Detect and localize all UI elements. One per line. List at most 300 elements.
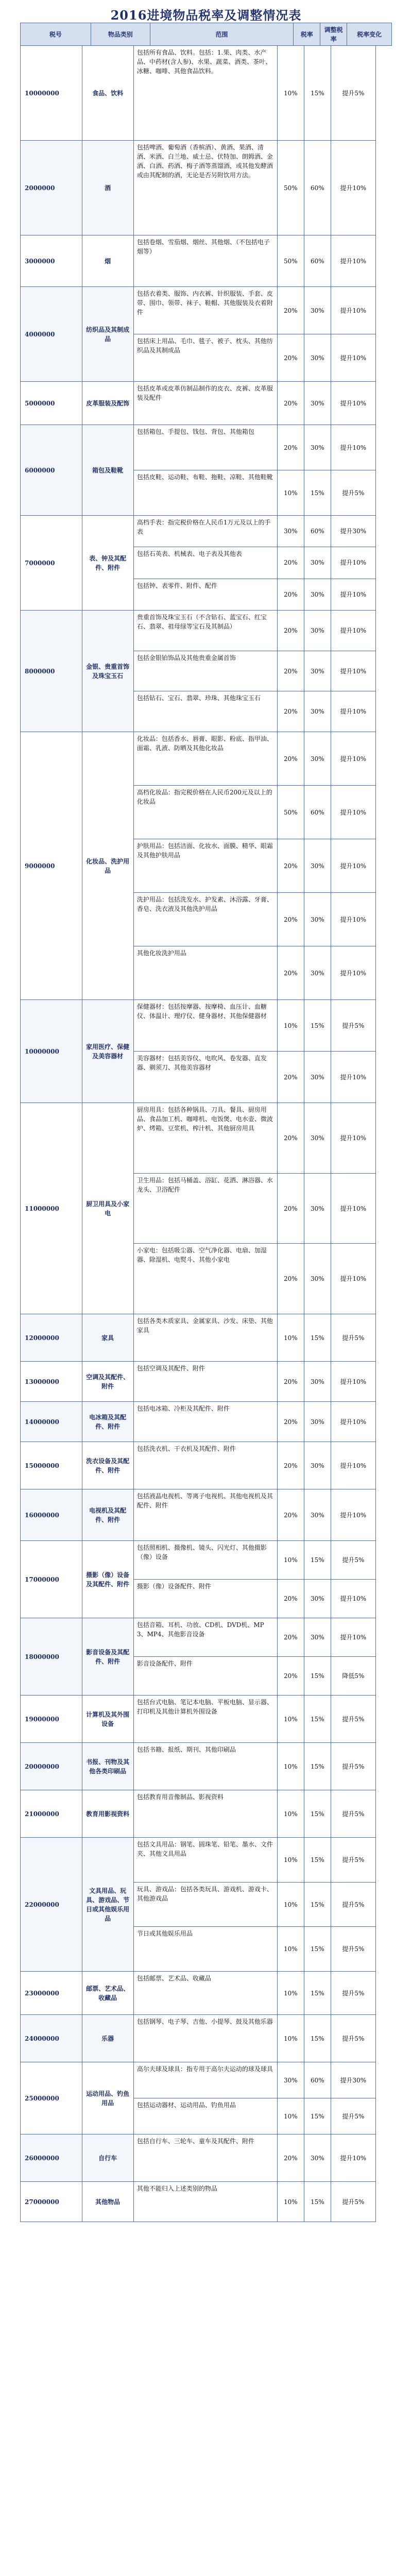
item-rate: 20% — [278, 579, 304, 611]
item-subrow — [134, 1927, 392, 1972]
item-subrow — [134, 1696, 392, 1743]
item-rate: 20% — [278, 1657, 304, 1696]
item-rate: 10% — [278, 1838, 304, 1883]
item-rate: 10% — [278, 1696, 304, 1743]
item-change: 提升10% — [331, 691, 376, 732]
tax-code: 15000000 — [21, 1442, 82, 1489]
item-change: 提升30% — [331, 2062, 376, 2098]
table-row — [21, 1838, 392, 1972]
table-row — [21, 141, 392, 235]
item-rate: 20% — [278, 1052, 304, 1103]
category-name: 酒 — [82, 141, 134, 235]
item-new-rate: 30% — [304, 839, 331, 893]
item-new-rate: 30% — [304, 611, 331, 651]
table-row — [21, 1402, 392, 1442]
item-new-rate: 30% — [304, 651, 331, 692]
table-row — [21, 1442, 392, 1489]
item-new-rate: 30% — [304, 1580, 331, 1618]
item-range: 包括皮革或皮革仿制品制作的皮衣、皮裤、皮革服装及配件 — [134, 382, 278, 425]
item-range: 包括液晶电视机、等离子电视机、其他电视机及其配件、附件 — [134, 1489, 278, 1541]
item-change: 提升10% — [331, 1174, 376, 1244]
table-row — [21, 1362, 392, 1402]
item-subrow — [134, 1541, 392, 1580]
item-subrow — [134, 2015, 392, 2062]
item-range: 卫生用品：包括马桶盖、浴缸、花洒、淋浴器、水龙头、卫浴配件 — [134, 1174, 278, 1244]
tax-code: 18000000 — [21, 1618, 82, 1696]
item-subrow — [134, 1103, 392, 1174]
item-subrow — [134, 1790, 392, 1838]
table-row — [21, 1314, 392, 1362]
item-change: 提升5% — [331, 2015, 376, 2062]
item-change: 提升10% — [331, 425, 376, 470]
item-new-rate: 15% — [304, 2015, 331, 2062]
item-change: 提升10% — [331, 1618, 376, 1657]
item-change: 提升5% — [331, 2182, 376, 2222]
table-row — [21, 425, 392, 516]
item-change: 提升10% — [331, 1052, 376, 1103]
table-row — [21, 2182, 392, 2222]
category-items — [134, 1314, 392, 1362]
item-range: 包括金银铂饰品及其他贵重金属首饰 — [134, 651, 278, 692]
tax-code: 20000000 — [21, 1743, 82, 1790]
item-new-rate: 30% — [304, 1052, 331, 1103]
item-subrow — [134, 425, 392, 470]
item-rate: 10% — [278, 1000, 304, 1052]
item-subrow — [134, 382, 392, 425]
item-range: 包括书籍、报纸、期刊、其他印刷品 — [134, 1743, 278, 1790]
tax-code: 22000000 — [21, 1838, 82, 1972]
table-row — [21, 1541, 392, 1618]
item-range: 包括音箱、耳机、功放、CD机、DVD机、MP3、MP4、其他影音设备 — [134, 1618, 278, 1657]
tax-code: 23000000 — [21, 1972, 82, 2015]
item-new-rate: 15% — [304, 1883, 331, 1927]
item-rate: 20% — [278, 1174, 304, 1244]
item-subrow — [134, 1314, 392, 1362]
item-subrow — [134, 334, 392, 382]
tax-code: 9000000 — [21, 732, 82, 1000]
item-range: 洗护用品：包括洗发水、护发素、沐浴露、牙膏、香皂、洗衣液及其他洗护用品 — [134, 893, 278, 946]
header-change: 税率变化 — [347, 23, 392, 46]
category-items — [134, 1442, 392, 1489]
table-row — [21, 1790, 392, 1838]
item-new-rate: 15% — [304, 1838, 331, 1883]
item-change: 提升10% — [331, 1442, 376, 1489]
category-name: 计算机及其外围设备 — [82, 1696, 134, 1743]
item-subrow — [134, 786, 392, 839]
table-row — [21, 1972, 392, 2015]
table-row — [21, 382, 392, 425]
category-name: 纺织品及其制成品 — [82, 287, 134, 382]
category-name: 家用医疗、保健及美容器材 — [82, 1000, 134, 1103]
item-subrow — [134, 235, 392, 287]
item-change: 提升10% — [331, 946, 376, 1000]
item-new-rate: 30% — [304, 1402, 331, 1442]
item-rate: 20% — [278, 1442, 304, 1489]
item-range: 厨房用具：包括各种锅具、刀具、餐具、厨房用品、食品加工机、咖啡机、电饭煲、电水壶、微波炉、烤箱、豆浆机、榨汁机、其他厨房用具 — [134, 1103, 278, 1174]
item-range: 包括卷烟、雪茄烟、烟丝、其他烟、（不包括电子烟等） — [134, 235, 278, 287]
item-change: 降低5% — [331, 1657, 376, 1696]
table-row — [21, 611, 392, 732]
item-subrow — [134, 1743, 392, 1790]
tax-code: 26000000 — [21, 2134, 82, 2182]
item-change: 提升5% — [331, 2098, 376, 2134]
category-items — [134, 425, 392, 516]
item-range: 包括箱包、手提包、钱包、背包、其他箱包 — [134, 425, 278, 470]
item-change: 提升5% — [331, 1883, 376, 1927]
category-items — [134, 2015, 392, 2062]
table-row — [21, 2134, 392, 2182]
item-new-rate: 60% — [304, 2062, 331, 2098]
item-new-rate: 60% — [304, 141, 331, 235]
table-row — [21, 2062, 392, 2134]
item-rate: 30% — [278, 2062, 304, 2098]
tax-code: 8000000 — [21, 611, 82, 732]
item-change: 提升10% — [331, 611, 376, 651]
category-items — [134, 1743, 392, 1790]
header-code: 税号 — [21, 23, 91, 46]
item-new-rate: 30% — [304, 547, 331, 579]
item-rate: 20% — [278, 691, 304, 732]
category-name: 金银、贵重首饰及珠宝玉石 — [82, 611, 134, 732]
item-rate: 10% — [278, 1541, 304, 1580]
item-range: 高档手表：指完税价格在人民币1万元及以上的手表 — [134, 516, 278, 547]
item-change: 提升5% — [331, 1790, 376, 1838]
table-row — [21, 732, 392, 1000]
item-change: 提升10% — [331, 334, 376, 382]
item-new-rate: 30% — [304, 946, 331, 1000]
item-change: 提升5% — [331, 1541, 376, 1580]
tax-code: 2000000 — [21, 141, 82, 235]
item-range: 包括所有食品、饮料。包括：1.果、肉类、水产品、中药材(含人参)、水果、蔬菜、酒类、茶叶、冰糖、咖啡、其他食品饮料。 — [134, 46, 278, 141]
item-range: 包括台式电脑、笔记本电脑、平板电脑、显示器、打印机及其他计算机外围设备 — [134, 1696, 278, 1743]
item-new-rate: 15% — [304, 1541, 331, 1580]
tax-code: 3000000 — [21, 235, 82, 287]
table-body — [21, 46, 392, 2222]
item-new-rate: 15% — [304, 1000, 331, 1052]
item-range: 包括钻石、宝石、翡翠、珍珠、其他珠宝玉石 — [134, 691, 278, 732]
item-rate: 20% — [278, 382, 304, 425]
item-new-rate: 30% — [304, 334, 331, 382]
item-rate: 20% — [278, 2134, 304, 2182]
item-subrow — [134, 1838, 392, 1883]
item-rate: 20% — [278, 1618, 304, 1657]
item-new-rate: 15% — [304, 1657, 331, 1696]
item-range: 包括文具用品：钢笔、圆珠笔、铅笔、墨水、文件夹、其他文具用品 — [134, 1838, 278, 1883]
item-rate: 20% — [278, 946, 304, 1000]
item-new-rate: 30% — [304, 1489, 331, 1541]
tax-code: 14000000 — [21, 1402, 82, 1442]
item-subrow — [134, 2134, 392, 2182]
category-name: 化妆品、洗护用品 — [82, 732, 134, 1000]
item-range: 包括教育用音像制品、影视资料 — [134, 1790, 278, 1838]
tax-code: 25000000 — [21, 2062, 82, 2134]
tax-code: 12000000 — [21, 1314, 82, 1362]
tax-code: 11000000 — [21, 1103, 82, 1314]
item-change: 提升5% — [331, 470, 376, 516]
category-name: 家具 — [82, 1314, 134, 1362]
item-range: 包括钢琴、电子琴、吉他、小提琴、鼓及其他乐器 — [134, 2015, 278, 2062]
item-subrow — [134, 1489, 392, 1541]
item-range: 包括啤酒、葡萄酒（香槟酒）、黄酒、果酒、清酒、米酒、白兰地、威士忌、伏特加、朗姆酒、金酒、白酒、药酒、梅子酒等蒸馏酒，或其他发酵酒或由其配制的酒，无论是否另附饮用方法。 — [134, 141, 278, 235]
item-change: 提升10% — [331, 1580, 376, 1618]
item-rate: 10% — [278, 1883, 304, 1927]
item-subrow — [134, 287, 392, 334]
item-subrow — [134, 1618, 392, 1657]
table-row — [21, 1696, 392, 1743]
item-subrow — [134, 516, 392, 547]
item-rate: 50% — [278, 235, 304, 287]
item-change: 提升5% — [331, 1314, 376, 1362]
item-range: 包括洗衣机、干衣机及其配件、附件 — [134, 1442, 278, 1489]
item-subrow — [134, 1052, 392, 1103]
item-subrow — [134, 839, 392, 893]
item-new-rate: 15% — [304, 1743, 331, 1790]
category-name: 空调及其配件、附件 — [82, 1362, 134, 1402]
table-row — [21, 1489, 392, 1541]
category-name: 摄影（像）设备及其配件、附件 — [82, 1541, 134, 1618]
tax-code: 19000000 — [21, 1696, 82, 1743]
item-subrow — [134, 2098, 392, 2134]
item-change: 提升5% — [331, 1927, 376, 1972]
table-row — [21, 287, 392, 382]
tax-code: 13000000 — [21, 1362, 82, 1402]
item-range: 包括邮票、艺术品、收藏品 — [134, 1972, 278, 2015]
tax-code: 24000000 — [21, 2015, 82, 2062]
tax-code: 5000000 — [21, 382, 82, 425]
header-category: 物品类别 — [91, 23, 150, 46]
category-name: 电视机及其配件、附件 — [82, 1489, 134, 1541]
category-items — [134, 732, 392, 1000]
item-change: 提升10% — [331, 732, 376, 786]
item-range: 其他不能归入上述类别的物品 — [134, 2182, 278, 2222]
item-change: 提升5% — [331, 1838, 376, 1883]
item-new-rate: 30% — [304, 1618, 331, 1657]
table-row — [21, 1000, 392, 1103]
item-subrow — [134, 1174, 392, 1244]
item-range: 包括运动器材、运动用品、钓鱼用品 — [134, 2098, 278, 2134]
item-new-rate: 15% — [304, 2182, 331, 2222]
item-new-rate: 15% — [304, 1972, 331, 2015]
item-range: 包括照相机、摄像机、镜头、闪光灯、其他摄影（像）设备 — [134, 1541, 278, 1580]
item-subrow — [134, 1580, 392, 1618]
item-rate: 20% — [278, 1244, 304, 1314]
category-name: 文具用品、玩具、游戏品、节日或其他娱乐用品 — [82, 1838, 134, 1972]
item-rate: 10% — [278, 1927, 304, 1972]
item-new-rate: 30% — [304, 732, 331, 786]
item-new-rate: 30% — [304, 1174, 331, 1244]
item-new-rate: 60% — [304, 235, 331, 287]
item-rate: 20% — [278, 1489, 304, 1541]
item-subrow — [134, 2062, 392, 2098]
category-name: 运动用品、钓鱼用品 — [82, 2062, 134, 2134]
category-name: 箱包及鞋靴 — [82, 425, 134, 516]
category-name: 表、钟及其配件、附件 — [82, 516, 134, 611]
item-new-rate: 30% — [304, 382, 331, 425]
item-change: 提升10% — [331, 786, 376, 839]
item-new-rate: 60% — [304, 516, 331, 547]
item-rate: 20% — [278, 1103, 304, 1174]
item-subrow — [134, 1402, 392, 1442]
item-range: 包括钟、表零件、附件、配件 — [134, 579, 278, 611]
item-range: 玩具、游戏品：包括各类玩具、游戏机、游戏卡、其他游戏品 — [134, 1883, 278, 1927]
item-rate: 20% — [278, 839, 304, 893]
item-rate: 20% — [278, 1362, 304, 1402]
table-row — [21, 1743, 392, 1790]
item-subrow — [134, 1000, 392, 1052]
item-change: 提升10% — [331, 141, 376, 235]
item-change: 提升5% — [331, 1743, 376, 1790]
category-items — [134, 1696, 392, 1743]
header-new-rate: 调整税率 — [320, 23, 347, 46]
item-range: 包括电冰箱、冷柜及其配件、附件 — [134, 1402, 278, 1442]
item-rate: 20% — [278, 611, 304, 651]
header-rate: 税率 — [294, 23, 320, 46]
item-subrow — [134, 691, 392, 732]
item-range: 高档化妆品：指完税价格在人民币200元及以上的化妆品 — [134, 786, 278, 839]
item-change: 提升10% — [331, 235, 376, 287]
category-name: 皮革服装及配饰 — [82, 382, 134, 425]
item-rate: 10% — [278, 1972, 304, 2015]
item-subrow — [134, 579, 392, 611]
item-new-rate: 15% — [304, 46, 331, 141]
item-range: 高尔夫球及球具：指专用于高尔夫运动的球及球具 — [134, 2062, 278, 2098]
item-range: 包括自行车、三轮车、童车及其配件、附件 — [134, 2134, 278, 2182]
item-new-rate: 15% — [304, 1314, 331, 1362]
category-name: 食品、饮料 — [82, 46, 134, 141]
item-rate: 20% — [278, 334, 304, 382]
item-subrow — [134, 1362, 392, 1402]
category-name: 洗衣设备及其配件、附件 — [82, 1442, 134, 1489]
item-range: 影音设备配件、附件 — [134, 1657, 278, 1696]
item-range: 包括石英表、机械表、电子表及其他表 — [134, 547, 278, 579]
item-change: 提升10% — [331, 1103, 376, 1174]
item-subrow — [134, 46, 392, 141]
item-rate: 10% — [278, 1743, 304, 1790]
category-items — [134, 516, 392, 611]
item-rate: 30% — [278, 516, 304, 547]
item-new-rate: 30% — [304, 579, 331, 611]
item-subrow — [134, 732, 392, 786]
item-new-rate: 30% — [304, 1244, 331, 1314]
item-range: 贵重首饰及珠宝玉石（不含钻石、蓝宝石、红宝石、翡翠、祖母绿等宝石及其制品） — [134, 611, 278, 651]
item-rate: 20% — [278, 651, 304, 692]
tax-code: 4000000 — [21, 287, 82, 382]
item-subrow — [134, 1972, 392, 2015]
tax-code: 7000000 — [21, 516, 82, 611]
table-row — [21, 1103, 392, 1314]
item-change: 提升10% — [331, 579, 376, 611]
item-rate: 10% — [278, 1790, 304, 1838]
item-range: 包括各类木质家具、金属家具、沙发、床垫、其他家具 — [134, 1314, 278, 1362]
category-items — [134, 1362, 392, 1402]
item-new-rate: 60% — [304, 786, 331, 839]
item-subrow — [134, 141, 392, 235]
item-new-rate: 15% — [304, 1927, 331, 1972]
item-range: 护肤用品：包括洁面、化妆水、面膜、精华、眼霜及其他护肤用品 — [134, 839, 278, 893]
item-change: 提升10% — [331, 547, 376, 579]
category-items — [134, 1402, 392, 1442]
item-rate: 20% — [278, 732, 304, 786]
table-row — [21, 1618, 392, 1696]
item-subrow — [134, 893, 392, 946]
item-range: 包括空调及其配件、附件 — [134, 1362, 278, 1402]
item-new-rate: 30% — [304, 893, 331, 946]
item-rate: 50% — [278, 786, 304, 839]
item-change: 提升10% — [331, 287, 376, 334]
item-new-rate: 15% — [304, 1696, 331, 1743]
item-range: 保健器材：包括按摩器、按摩椅、血压计、血糖仪、体温计、理疗仪、健身器材、其他保健器材 — [134, 1000, 278, 1052]
category-items — [134, 46, 392, 141]
page-title: 2016进境物品税率及调整情况表 — [110, 8, 302, 23]
item-subrow — [134, 651, 392, 692]
item-subrow — [134, 547, 392, 579]
item-change: 提升10% — [331, 839, 376, 893]
item-change: 提升10% — [331, 382, 376, 425]
item-new-rate: 30% — [304, 691, 331, 732]
category-items — [134, 2182, 392, 2222]
category-name: 邮票、艺术品、收藏品 — [82, 1972, 134, 2015]
item-subrow — [134, 470, 392, 516]
item-new-rate: 30% — [304, 287, 331, 334]
item-subrow — [134, 611, 392, 651]
item-subrow — [134, 1442, 392, 1489]
item-range: 包括衣着类、服饰、内衣裤、针织服装、手套、皮带、围巾、领带、袜子、鞋帽、其他服装及衣着附件 — [134, 287, 278, 334]
item-new-rate: 30% — [304, 1362, 331, 1402]
item-rate: 20% — [278, 425, 304, 470]
item-subrow — [134, 1657, 392, 1696]
item-rate: 20% — [278, 287, 304, 334]
item-new-rate: 15% — [304, 1790, 331, 1838]
tax-code: 17000000 — [21, 1541, 82, 1618]
category-items — [134, 382, 392, 425]
item-change: 提升5% — [331, 1696, 376, 1743]
item-range: 小家电：包括吸尘器、空气净化器、电扇、加湿器、除湿机、电熨斗、其他小家电 — [134, 1244, 278, 1314]
category-name: 乐器 — [82, 2015, 134, 2062]
tax-code: 27000000 — [21, 2182, 82, 2222]
item-change: 提升30% — [331, 516, 376, 547]
item-rate: 10% — [278, 1314, 304, 1362]
category-items — [134, 141, 392, 235]
item-rate: 50% — [278, 141, 304, 235]
item-new-rate: 15% — [304, 470, 331, 516]
category-items — [134, 611, 392, 732]
tax-code: 21000000 — [21, 1790, 82, 1838]
item-new-rate: 30% — [304, 1442, 331, 1489]
item-rate: 20% — [278, 547, 304, 579]
item-rate: 20% — [278, 893, 304, 946]
category-items — [134, 1972, 392, 2015]
item-change: 提升10% — [331, 1362, 376, 1402]
category-items — [134, 1790, 392, 1838]
category-name: 其他物品 — [82, 2182, 134, 2222]
tax-rate-table — [20, 23, 392, 2222]
table-row — [21, 2015, 392, 2062]
category-name: 自行车 — [82, 2134, 134, 2182]
item-subrow — [134, 946, 392, 1000]
item-range: 其他化妆洗护用品 — [134, 946, 278, 1000]
table-row — [21, 235, 392, 287]
category-items — [134, 1489, 392, 1541]
item-range: 包括床上用品、毛巾、毯子、被子、枕头、其他纺织品及其制成品 — [134, 334, 278, 382]
category-name: 书报、刊物及其他各类印刷品 — [82, 1743, 134, 1790]
item-change: 提升5% — [331, 46, 376, 141]
table-row — [21, 516, 392, 611]
header-range: 范围 — [150, 23, 294, 46]
category-name: 电冰箱及其配件、附件 — [82, 1402, 134, 1442]
tax-code: 10000000 — [21, 46, 82, 141]
item-new-rate: 30% — [304, 2134, 331, 2182]
item-subrow — [134, 1883, 392, 1927]
